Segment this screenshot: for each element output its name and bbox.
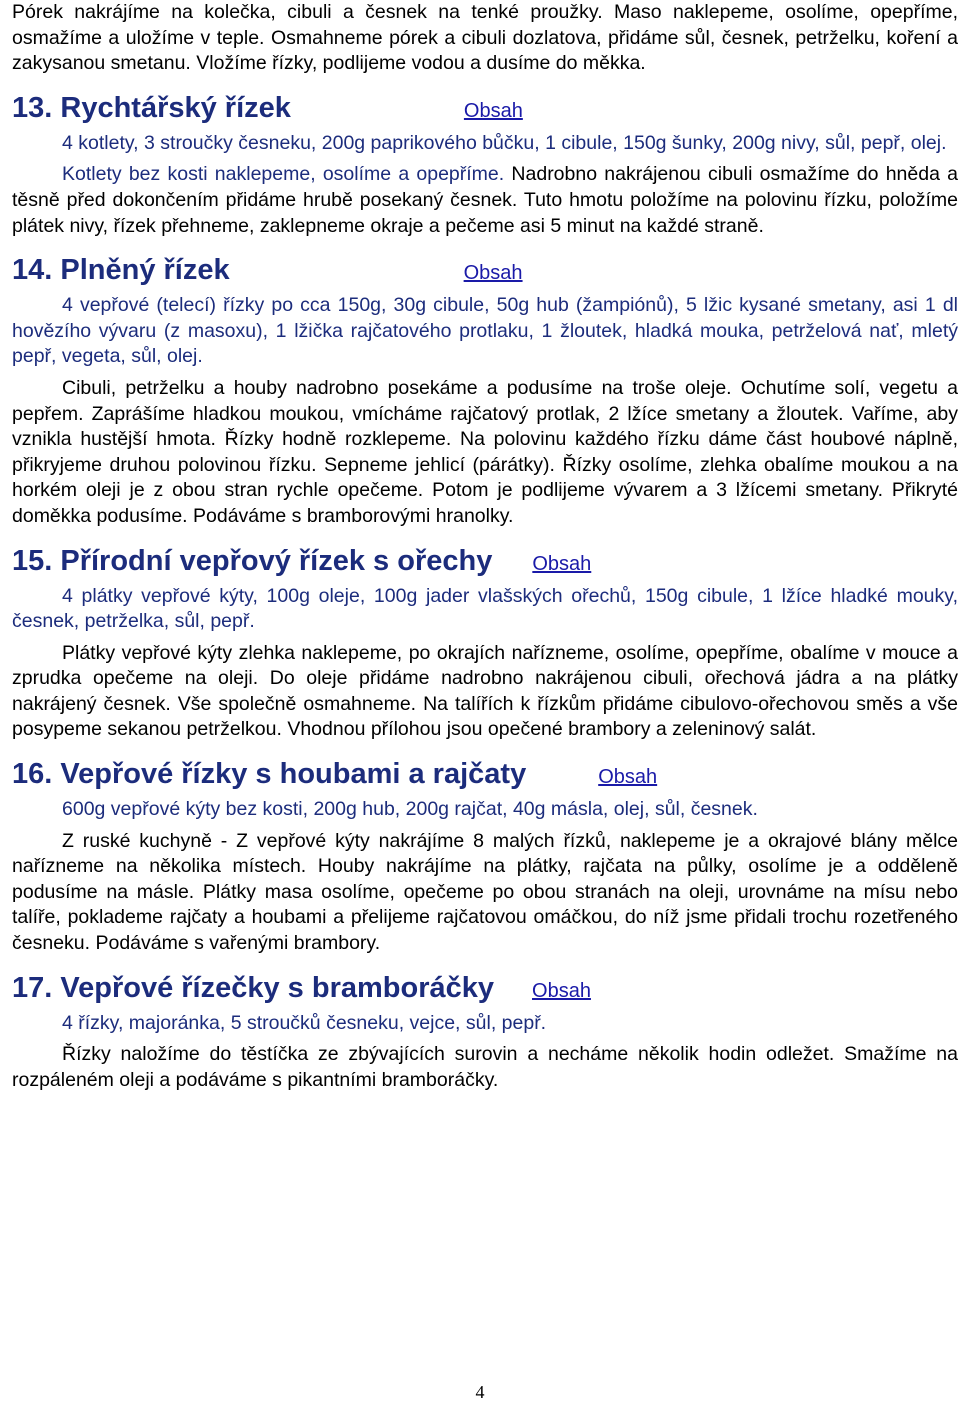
instruction-text: Cibuli, petrželku a houby nadrobno posekáme a podusíme na troše oleje. Ochutíme solí, vegetu a pepřem. Zaprášíme hladkou moukou, vmícháme rajčatový protlak, 2 lžíce smetany a žloutek. Vaříme, aby vznikla hustější hmota. Řízky hodně rozklepeme. Na polovinu každého řízku dáme část houbové náplně, přikryjeme druhou polovinou řízku. Sepneme jehlicí (párátky). Řízky osolíme, zlehka obalíme moukou a na horkém oleji je z obou stran rychle opečeme. Potom je podlijeme vývarem a 3 lžícemi smetany. Přikryté doměkka podusíme. Podáváme s bramborovými hranolky. xyxy=(12,376,958,527)
recipe-section xyxy=(12,253,958,529)
intro-paragraph xyxy=(12,0,958,77)
recipe-title: 17. Vepřové řízečky s bramboráčky xyxy=(12,971,495,1004)
recipe-ingredients: 4 vepřové (telecí) řízky po cca 150g, 30g cibule, 50g hub (žampiónů), 5 lžic kysané smetany, asi 1 dl hovězího vývaru (z masoxu), 1 lžička rajčatového protlaku, 1 žloutek, hladká mouka, petrželová nať, mletý pepř, vegeta, sůl, olej. xyxy=(12,294,958,368)
recipe-ingredients: 4 kotlety, 3 stroučky česneku, 200g paprikového bůčku, 1 cibule, 150g šunky, 200g nivy, sůl, pepř, olej. xyxy=(62,131,947,154)
recipe-title: 13. Rychtářský řízek xyxy=(12,91,291,124)
obsah-link[interactable]: Obsah xyxy=(532,979,591,1002)
recipe-heading xyxy=(12,91,958,125)
recipe-ingredients: 4 plátky vepřové kýty, 100g oleje, 100g jader vlašských ořechů, 150g cibule, 1 lžíce hladké mouky, česnek, petrželka, sůl, pepř. xyxy=(12,584,958,633)
document-page xyxy=(12,0,958,1099)
recipe-section xyxy=(12,91,958,239)
intro-text-cont: Vložíme řízky, podlijeme vodou a dusíme do měkka. xyxy=(190,52,646,75)
recipe-heading xyxy=(12,757,958,791)
recipe-list xyxy=(12,91,958,1094)
recipe-heading xyxy=(12,971,958,1005)
recipe-instructions xyxy=(12,641,958,743)
recipe-section xyxy=(12,757,958,957)
recipe-instructions xyxy=(12,162,958,239)
recipe-title: 15. Přírodní vepřový řízek s ořechy xyxy=(12,544,493,577)
recipe-title: 16. Vepřové řízky s houbami a rajčaty xyxy=(12,758,527,791)
recipe-heading xyxy=(12,253,958,287)
recipe-instructions xyxy=(12,376,958,530)
obsah-link[interactable]: Obsah xyxy=(463,99,523,122)
instruction-text: Nadrobno nakrájenou cibuli osmažíme do hněda a těsně před dokončením přidáme hrubě posekaný česnek. Tuto hmotu položíme na polovinu řízku, položíme plátek nivy, řízek přehneme, zaklepneme okraje a pečeme asi 5 minut na každé straně. xyxy=(12,163,959,237)
instruction-text: Plátky vepřové kýty zlehka naklepeme, po okrajích nařízneme, osolíme, opepříme, obalíme v mouce a zprudka opečeme na oleji. Do oleje přidáme nadrobno nakrájenou cibuli, ořechová jádra a na plátky nakrájený česnek. Vše společně osmahneme. Na talířích k řízkům přidáme cibulovo-ořechovou směs a vše posypeme sekanou petrželkou. Vhodnou přílohou jsou opečené brambory a zeleninový salát. xyxy=(12,641,958,741)
recipe-heading xyxy=(12,544,958,578)
recipe-ingredients: 600g vepřové kýty bez kosti, 200g hub, 200g rajčat, 40g másla, olej, sůl, česnek. xyxy=(62,798,758,821)
recipe-instructions xyxy=(12,1042,958,1093)
instruction-text: Řízky naložíme do těstíčka ze zbývajících surovin a necháme několik hodin odležet. Smažíme na rozpáleném oleji a podáváme s pikantními bramboráčky. xyxy=(12,1043,958,1091)
recipe-section xyxy=(12,544,958,744)
obsah-link[interactable]: Obsah xyxy=(598,766,658,789)
page-number: 4 xyxy=(475,1382,485,1402)
instruction-text: Z ruské kuchyně - Z vepřové kýty nakrájíme 8 malých řízků, naklepeme je a okrajové blány mělce nařízneme na několika místech. Houby nakrájíme na plátky, rajčata na půlky, osolíme je a odděleně podusíme na másle. Plátky masa osolíme, opečeme po obou stranách na oleji, urovnáme na mísu nebo talíře, poklademe rajčaty a houbami a přelijeme rajčatovou omáčkou, do níž jsme přidali trochu rozetřeného česneku. Podáváme s vařenými brambory. xyxy=(12,829,958,955)
recipe-title: 14. Plněný řízek xyxy=(12,254,230,287)
recipe-section xyxy=(12,971,958,1094)
obsah-link[interactable]: Obsah xyxy=(463,262,523,285)
obsah-link[interactable]: Obsah xyxy=(532,552,592,575)
intro-text: Pórek nakrájíme na kolečka, cibuli a česnek na tenké proužky. Maso naklepeme, osolíme, opepříme, osmažíme a uložíme v teple. Osmahneme pórek a cibuli dozlatova, přidáme sůl, česnek, petrželku, koření a zakysanou smetanu. xyxy=(12,1,958,75)
recipe-instructions xyxy=(12,829,958,957)
instruction-text: Kotlety bez kosti naklepeme, osolíme a opepříme. xyxy=(62,163,505,186)
recipe-ingredients: 4 řízky, majoránka, 5 stroučků česneku, vejce, sůl, pepř. xyxy=(62,1011,547,1034)
